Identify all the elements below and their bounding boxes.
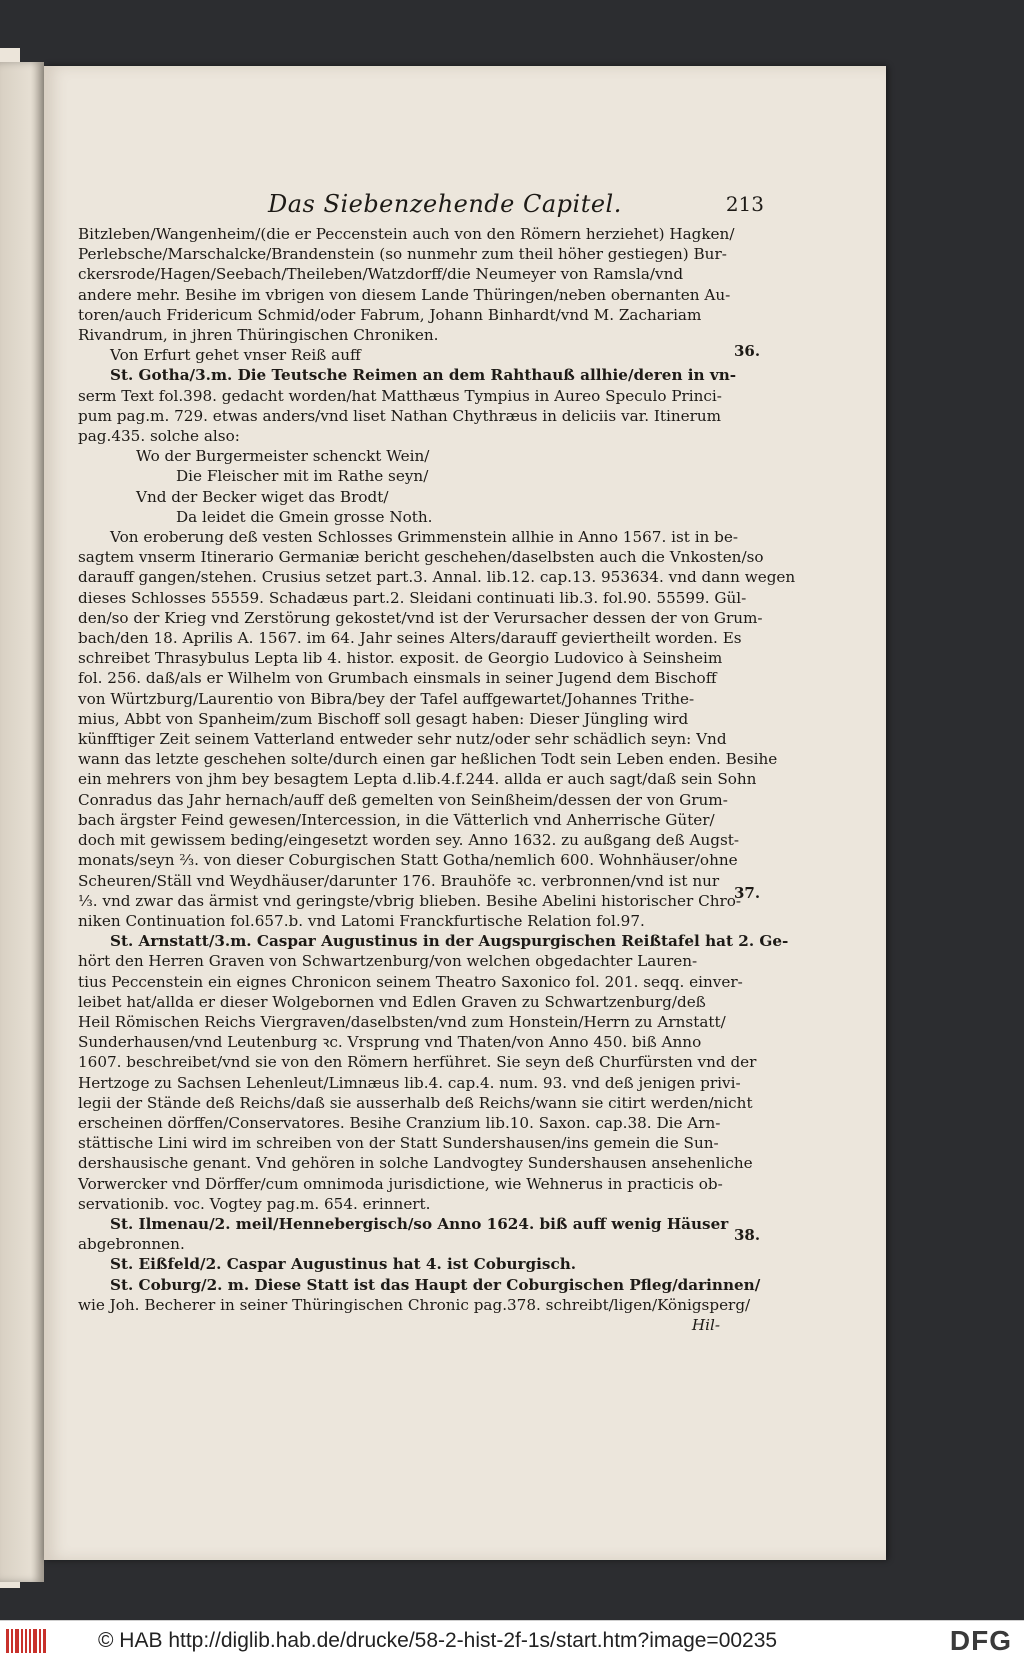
text-line: schreibet Thrasybulus Lepta lib 4. histor. exposit. de Georgio Ludovico à Seinsheim: [78, 649, 723, 668]
text-line: pum pag.m. 729. etwas anders/vnd liset Nathan Chythræus in deliciis var. Itinerum: [78, 406, 722, 425]
text-line: tius Peccenstein ein eignes Chronicon seinem Theatro Saxonico fol. 201. seqq. einver-: [78, 972, 743, 991]
text-line: leibet hat/allda er dieser Wolgebornen vnd Edlen Graven zu Schwartzenburg/deß: [78, 992, 706, 1011]
text-line: legii der Stände deß Reichs/daß sie ausserhalb deß Reichs/wann sie citirt werden/nicht: [78, 1093, 753, 1112]
text-line: ⅓. vnd zwar das ärmist vnd geringste/vbrig blieben. Besihe Abelini historischer Chro-: [78, 891, 742, 910]
text-line: Conradus das Jahr hernach/auff deß gemelten von Seinßheim/dessen der von Grum-: [78, 790, 728, 809]
running-head: [78, 190, 764, 220]
previous-page-gutter: [0, 62, 44, 1582]
text-line: ckersrode/Hagen/Seebach/Theileben/Watzdorff/die Neumeyer von Ramsla/vnd: [78, 265, 684, 284]
text-line: erscheinen dörffen/Conservatores. Besihe Cranzium lib.10. Saxon. cap.38. Die Arn-: [78, 1113, 721, 1132]
text-line: bach ärgster Feind gewesen/Intercession, in die Vätterlich vnd Anherrische Güter/: [78, 810, 715, 829]
text-line-ilmenau: St. Ilmenau/2. meil/Hennebergisch/so Anno 1624. biß auff wenig Häuser: [110, 1214, 729, 1233]
text-line: stättische Lini wird im schreiben von der Statt Sundershausen/ins gemein die Sun-: [78, 1134, 719, 1153]
dfg-logo: DFG: [949, 1625, 1012, 1656]
text-line-eissfeld: St. Eißfeld/2. Caspar Augustinus hat 4. ist Coburgisch.: [110, 1255, 577, 1274]
text-line: von Würtzburg/Laurentio von Bibra/bey der Tafel auffgewartet/Johannes Trithe-: [78, 689, 695, 708]
text-line-gotha: St. Gotha/3.m. Die Teutsche Reimen an dem Rahthauß allhie/deren in vn-: [110, 366, 737, 385]
text-line: Von Erfurt gehet vnser Reiß auff: [110, 346, 361, 365]
text-line: darauff gangen/stehen. Crusius setzet part.3. Annal. lib.12. cap.13. 953634. vnd dann wegen: [78, 568, 796, 587]
text-line: serm Text fol.398. gedacht worden/hat Matthæus Tympius in Aureo Speculo Princi-: [78, 386, 722, 405]
text-line-arnstatt: St. Arnstatt/3.m. Caspar Augustinus in der Augspurgischen Reißtafel hat 2. Ge-: [110, 932, 789, 951]
text-line: Bitzleben/Wangenheim/(die er Peccenstein auch von den Römern herziehet) Hagken/: [78, 225, 735, 243]
text-line: 1607. beschreibet/vnd sie von den Römern herführet. Sie seyn deß Churfürsten vnd der: [78, 1053, 757, 1072]
text-line: ein mehrers von jhm bey besagtem Lepta d.lib.4.f.244. allda er auch sagt/daß sein Sohn: [78, 770, 757, 789]
text-line: monats/seyn ⅔. von dieser Coburgischen Statt Gotha/nemlich 600. Wohnhäuser/ohne: [78, 851, 738, 870]
text-line: mius, Abbt von Spanheim/zum Bischoff soll gesagt haben: Dieser Jüngling wird: [78, 709, 689, 728]
text-line: Rivandrum, in jhren Thüringischen Chroniken.: [78, 326, 439, 345]
catchword: Hil-: [691, 1315, 720, 1334]
text-line: Perlebsche/Marschalcke/Brandenstein (so nunmehr zum theil höher gestiegen) Bur-: [78, 245, 727, 264]
page-number: 213: [725, 192, 764, 216]
text-line: doch mit gewissem beding/eingesetzt worden sey. Anno 1632. zu außgang deß Augst-: [78, 831, 740, 850]
body-text: [78, 224, 796, 1335]
attribution-footer: [0, 1620, 1024, 1661]
text-line: Sunderhausen/vnd Leutenburg ꝛc. Vrsprung vnd Thaten/von Anno 450. biß Anno: [78, 1033, 702, 1052]
barcode-logo-icon: [6, 1629, 46, 1653]
text-line: Hertzoge zu Sachsen Lehenleut/Limnæus lib.4. cap.4. num. 93. vnd deß jenigen privi-: [78, 1073, 741, 1092]
text-line: sagtem vnserm Itinerario Germaniæ bericht geschehen/daselbsten auch die Vnkosten/so: [78, 548, 764, 567]
running-title: Das Siebenzehende Capitel.: [268, 190, 622, 218]
text-line: toren/auch Fridericum Schmid/oder Fabrum, Johann Binhardt/vnd M. Zachariam: [78, 305, 702, 324]
margin-note-36: 36.: [734, 342, 761, 360]
text-line: abgebronnen.: [78, 1235, 185, 1254]
text-line: Heil Römischen Reichs Viergraven/daselbsten/vnd zum Honstein/Herrn zu Arnstatt/: [78, 1012, 726, 1031]
verse-line: Die Fleischer mit im Rathe seyn/: [176, 467, 429, 486]
text-line: hört den Herren Graven von Schwartzenburg/von welchen obgedachter Lauren-: [78, 952, 698, 971]
verse-line: Wo der Burgermeister schenckt Wein/: [136, 447, 430, 466]
text-line: Von eroberung deß vesten Schlosses Grimmenstein allhie in Anno 1567. ist in be-: [110, 528, 738, 547]
text-line: pag.435. solche also:: [78, 427, 240, 446]
text-line: den/so der Krieg vnd Zerstörung gekostet/vnd ist der Verursacher dessen der von Grum-: [78, 608, 763, 627]
verse-line: Da leidet die Gmein grosse Noth.: [176, 507, 433, 526]
text-line: Vorwercker vnd Dörffer/cum omnimoda jurisdictione, wie Wehnerus in practicis ob-: [78, 1174, 723, 1193]
text-line: bach/den 18. Aprilis A. 1567. im 64. Jahr seines Alters/darauff geviertheilt worden. Es: [78, 629, 742, 648]
text-line: niken Continuation fol.657.b. vnd Latomi Franckfurtische Relation fol.97.: [78, 911, 645, 930]
text-line: künfftiger Zeit seinem Vatterland entweder sehr nutz/oder sehr schädlich seyn: Vnd: [78, 730, 727, 749]
book-page: [44, 66, 886, 1560]
text-line: wie Joh. Becherer in seiner Thüringischen Chronic pag.378. schreibt/ligen/Königsperg/: [78, 1295, 751, 1314]
verse-line: Vnd der Becker wiget das Brodt/: [136, 487, 389, 506]
attribution-link[interactable]: © HAB http://diglib.hab.de/drucke/58-2-hist-2f-1s/start.htm?image=00235: [98, 1629, 778, 1652]
margin-note-38: 38.: [734, 1226, 761, 1244]
text-line: fol. 256. daß/als er Wilhelm von Grumbach einsmals in seiner Jugend dem Bischoff: [78, 669, 717, 688]
text-line: Scheuren/Ställ vnd Weydhäuser/darunter 176. Brauhöfe ꝛc. verbronnen/vnd ist nur: [78, 871, 720, 890]
text-line: servationib. voc. Vogtey pag.m. 654. erinnert.: [78, 1194, 431, 1213]
text-line: dershausische genant. Vnd gehören in solche Landvogtey Sundershausen ansehenliche: [78, 1154, 753, 1173]
text-line: dieses Schlosses 55559. Schadæus part.2. Sleidani continuati lib.3. fol.90. 55599. Gül-: [78, 588, 747, 607]
text-line: wann das letzte geschehen solte/durch einen gar heßlichen Todt sein Leben enden. Besihe: [78, 750, 778, 769]
margin-note-37: 37.: [734, 884, 761, 902]
text-line: andere mehr. Besihe im vbrigen von diesem Lande Thüringen/neben obernanten Au-: [78, 285, 731, 304]
text-line-coburg: St. Coburg/2. m. Diese Statt ist das Haupt der Coburgischen Pfleg/darinnen/: [110, 1275, 761, 1294]
